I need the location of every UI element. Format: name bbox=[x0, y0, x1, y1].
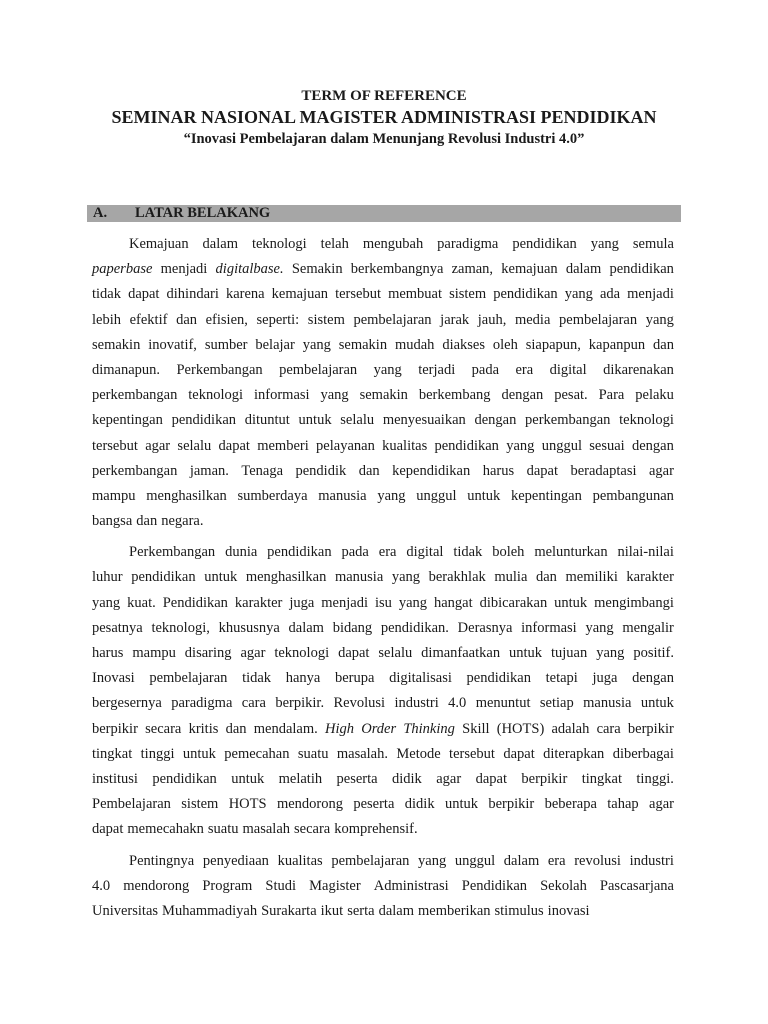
body-text bbox=[92, 232, 674, 930]
section-title: LATAR BELAKANG bbox=[135, 205, 271, 221]
text-line: dimanapun. Perkembangan pembelajaran yang terjadi pada era digital dikarenakan bbox=[92, 361, 674, 378]
text-line: Inovasi pembelajaran tidak hanya berupa digitalisasi pendidikan tetapi juga dengan bbox=[92, 670, 674, 687]
text-line: Kemajuan dalam teknologi telah mengubah paradigma pendidikan yang semula bbox=[129, 236, 674, 252]
text-line: dapat memecahakn suatu masalah secara komprehensif. bbox=[92, 821, 418, 838]
text-line: Pembelajaran sistem HOTS mendorong peserta didik untuk berpikir beberapa tahap agar bbox=[92, 796, 674, 813]
text-line: bangsa dan negara. bbox=[92, 513, 204, 530]
text-line: perkembangan teknologi informasi yang semakin berkembang dengan pesat. Para pelaku bbox=[92, 387, 674, 404]
document-type: TERM OF REFERENCE bbox=[301, 88, 467, 104]
document-theme: “Inovasi Pembelajaran dalam Menunjang Revolusi Industri 4.0” bbox=[183, 131, 585, 147]
text-line: lebih efektif dan efisien, seperti: sistem pembelajaran jarak jauh, media pembelajaran yang bbox=[92, 311, 674, 328]
section-heading bbox=[87, 205, 681, 222]
text-line: luhur pendidikan untuk menghasilkan manusia yang berakhlak mulia dan memiliki karakter bbox=[92, 569, 674, 586]
text-line: tersebut agar selalu dapat memberi pelayanan kualitas pendidikan yang unggul sesuai dengan bbox=[92, 437, 674, 454]
text-line: pesatnya teknologi, khususnya dalam bidang pendidikan. Derasnya informasi yang mengalir bbox=[92, 619, 674, 636]
text-line: semakin inovatif, sumber belajar yang semakin mudah diakses oleh siapapun, kapanpun dan bbox=[92, 336, 674, 353]
text-line: perkembangan jaman. Tenaga pendidik dan kependidikan harus dapat beradaptasi agar bbox=[92, 462, 674, 479]
text-line: institusi pendidikan untuk melatih peserta didik agar dapat berpikir tingkat tinggi. bbox=[92, 770, 674, 787]
text-line: berpikir secara kritis dan mendalam. High Order Thinking Skill (HOTS) adalah cara berpikir bbox=[92, 720, 674, 737]
text-line: harus mampu disaring agar teknologi dapat selalu dimanfaatkan untuk tujuan yang positif. bbox=[92, 645, 674, 661]
text-line: yang kuat. Pendidikan karakter juga menjadi isu yang hangat dibicarakan untuk mengimbangi bbox=[92, 594, 674, 611]
section-letter: A. bbox=[93, 205, 108, 221]
text-line: paperbase menjadi digitalbase. Semakin berkembangnya zaman, kemajuan dalam pendidikan bbox=[92, 261, 674, 278]
text-line: tidak dapat dihindari karena kemajuan tersebut membuat sistem pendidikan yang ada menjadi bbox=[92, 286, 674, 303]
paragraph bbox=[92, 849, 674, 925]
text-line: Universitas Muhammadiyah Surakarta ikut serta dalam memberikan stimulus inovasi bbox=[92, 902, 590, 919]
document-title: SEMINAR NASIONAL MAGISTER ADMINISTRASI PENDIDIKAN bbox=[111, 107, 657, 127]
text-line: mampu menghasilkan sumberdaya manusia yang unggul untuk kepentingan pembangunan bbox=[92, 487, 674, 504]
text-line: Pentingnya penyediaan kualitas pembelajaran yang unggul dalam era revolusi industri bbox=[129, 852, 674, 869]
paragraph bbox=[92, 232, 674, 534]
text-line: bergesernya paradigma cara berpikir. Revolusi industri 4.0 menuntut setiap manusia untuk bbox=[92, 695, 674, 712]
text-line: tingkat tinggi untuk pemecahan suatu masalah. Metode tersebut dapat diterapkan diberbagai bbox=[92, 745, 674, 762]
paragraph bbox=[92, 540, 674, 842]
text-line: 4.0 mendorong Program Studi Magister Administrasi Pendidikan Sekolah Pascasarjana bbox=[92, 877, 674, 894]
text-line: kepentingan pendidikan dituntut untuk selalu menyesuaikan dengan perkembangan teknologi bbox=[92, 412, 674, 429]
title-block bbox=[0, 86, 768, 150]
text-line: Perkembangan dunia pendidikan pada era digital tidak boleh melunturkan nilai-nilai bbox=[129, 544, 674, 561]
